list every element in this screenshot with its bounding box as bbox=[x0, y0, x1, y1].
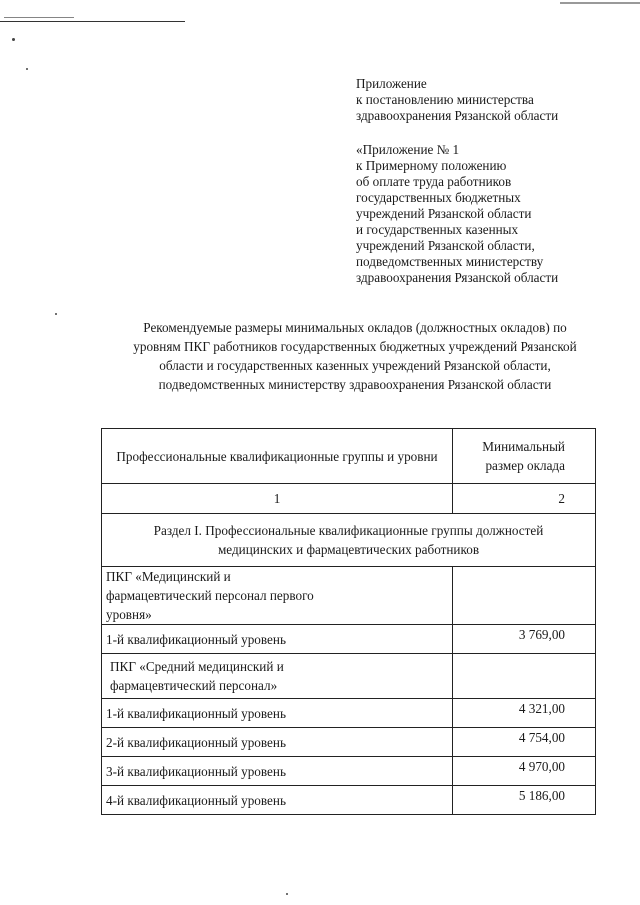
appendix-line: и государственных казенных bbox=[356, 222, 519, 237]
group-label: ПКГ «Медицинский и фармацевтический персонал первого уровня» bbox=[102, 567, 453, 625]
appendix-line: учреждений Рязанской области, bbox=[356, 238, 535, 253]
table-row bbox=[102, 654, 596, 699]
level-label: 3-й квалификационный уровень bbox=[102, 757, 453, 786]
column-number: 2 bbox=[453, 484, 596, 514]
salary-table bbox=[101, 428, 596, 815]
salary-value: 4 970,00 bbox=[453, 757, 596, 786]
salary-value: 5 186,00 bbox=[453, 786, 596, 815]
table-row bbox=[102, 786, 596, 815]
table-row bbox=[102, 567, 596, 625]
level-label: 2-й квалификационный уровень bbox=[102, 728, 453, 757]
table-row bbox=[102, 699, 596, 728]
appendix-line: государственных бюджетных bbox=[356, 190, 521, 205]
table-row bbox=[102, 757, 596, 786]
salary-value: 4 321,00 bbox=[453, 699, 596, 728]
title-line: уровням ПКГ работников государственных бюджетных учреждений Рязанской bbox=[133, 339, 577, 354]
appendix-line: учреждений Рязанской области bbox=[356, 206, 532, 221]
appendix-line: к постановлению министерства bbox=[356, 92, 534, 107]
appendix-line: здравоохранения Рязанской области bbox=[356, 270, 559, 285]
column-number: 1 bbox=[102, 484, 453, 514]
level-label: 4-й квалификационный уровень bbox=[102, 786, 453, 815]
column-number-row bbox=[102, 484, 596, 514]
scan-artifact-dot bbox=[55, 313, 57, 315]
table-row bbox=[102, 625, 596, 654]
header-groups-levels: Профессиональные квалификационные группы и уровни bbox=[102, 429, 453, 484]
salary-value bbox=[453, 567, 596, 625]
appendix-header bbox=[356, 76, 616, 286]
title-line: области и государственных казенных учреждений Рязанской области, bbox=[159, 358, 551, 373]
section-row bbox=[102, 514, 596, 567]
salary-value: 3 769,00 bbox=[453, 625, 596, 654]
appendix-line: «Приложение № 1 bbox=[356, 142, 460, 157]
appendix-line: подведомственных министерству bbox=[356, 254, 544, 269]
level-label: 1-й квалификационный уровень bbox=[102, 625, 453, 654]
group-label: ПКГ «Средний медицинский и фармацевтический персонал» bbox=[102, 654, 453, 699]
scan-artifact-line bbox=[0, 21, 185, 22]
table-header-row bbox=[102, 429, 596, 484]
appendix-line: об оплате труда работников bbox=[356, 174, 512, 189]
scan-artifact-dot bbox=[12, 38, 15, 41]
title-line: подведомственных министерству здравоохранения Рязанской области bbox=[158, 377, 552, 392]
document-title bbox=[100, 318, 610, 394]
salary-value: 4 754,00 bbox=[453, 728, 596, 757]
level-label: 1-й квалификационный уровень bbox=[102, 699, 453, 728]
table-row bbox=[102, 728, 596, 757]
header-min-salary: Минимальный размер оклада bbox=[453, 429, 596, 484]
scan-artifact-line bbox=[4, 17, 74, 18]
scan-artifact-dot bbox=[286, 893, 288, 895]
appendix-line: здравоохранения Рязанской области bbox=[356, 108, 559, 123]
scan-artifact-line bbox=[560, 2, 640, 4]
appendix-line: к Примерному положению bbox=[356, 158, 507, 173]
appendix-line: Приложение bbox=[356, 76, 427, 91]
title-line: Рекомендуемые размеры минимальных окладов (должностных окладов) по bbox=[143, 320, 567, 335]
scan-artifact-dot bbox=[26, 68, 28, 70]
salary-value bbox=[453, 654, 596, 699]
section-title: Раздел I. Профессиональные квалификационные группы должностей медицинских и фармацевтических работников bbox=[102, 514, 596, 567]
